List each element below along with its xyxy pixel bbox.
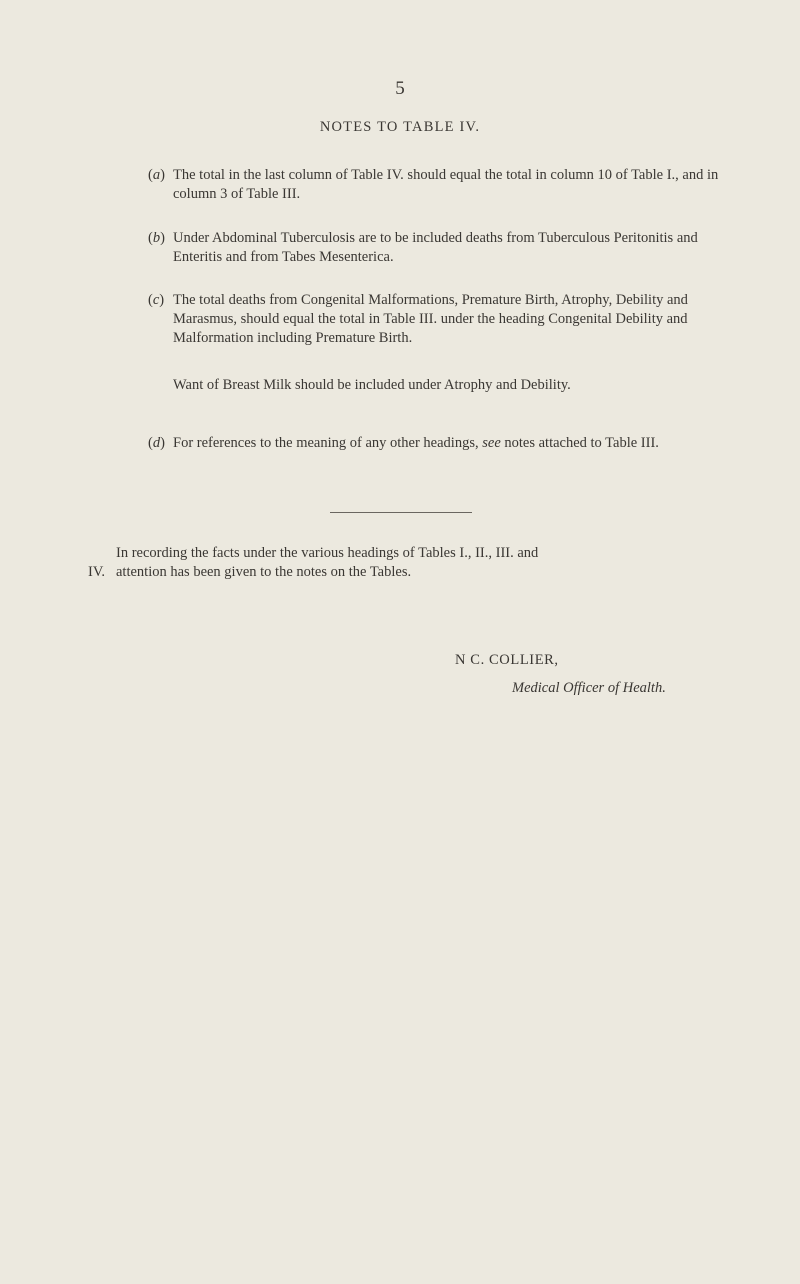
note-c-subparagraph: Want of Breast Milk should be included under Atrophy and Debility. bbox=[173, 377, 571, 393]
signature-title: Medical Officer of Health. bbox=[512, 680, 666, 696]
note-c bbox=[148, 291, 733, 348]
note-letter: (a) bbox=[148, 167, 165, 183]
note-text: Under Abdominal Tuberculosis are to be included deaths from Tuberculous Peritonitis and Enteritis and from Tabes Mesenterica. bbox=[173, 230, 698, 265]
note-letter: (d) bbox=[148, 435, 165, 451]
closing-hang: IV. bbox=[88, 564, 106, 580]
closing-paragraph bbox=[88, 544, 734, 582]
note-letter: (c) bbox=[148, 292, 165, 308]
note-d bbox=[148, 434, 733, 453]
section-divider bbox=[330, 512, 472, 513]
closing-line-2: attention has been given to the notes on the Tables. bbox=[116, 564, 412, 580]
note-text: For references to the meaning of any other headings, see notes attached to Table III. bbox=[173, 435, 659, 451]
page-heading: NOTES TO TABLE IV. bbox=[319, 119, 481, 135]
note-text: The total deaths from Congenital Malformations, Premature Birth, Atrophy, Debility and Marasmus, should equal the total in Table III. under the heading Congenital Debility and Malformation including Premature Birth. bbox=[173, 292, 688, 346]
signature-name: N C. COLLIER, bbox=[455, 652, 559, 668]
note-b bbox=[148, 229, 733, 267]
note-a bbox=[148, 166, 733, 204]
note-letter: (b) bbox=[148, 230, 165, 246]
page-number: 5 bbox=[395, 78, 405, 99]
closing-line-1: In recording the facts under the various headings of Tables I., II., III. and bbox=[116, 545, 539, 561]
note-text: The total in the last column of Table IV. should equal the total in column 10 of Table I., and in column 3 of Table III. bbox=[173, 167, 719, 202]
